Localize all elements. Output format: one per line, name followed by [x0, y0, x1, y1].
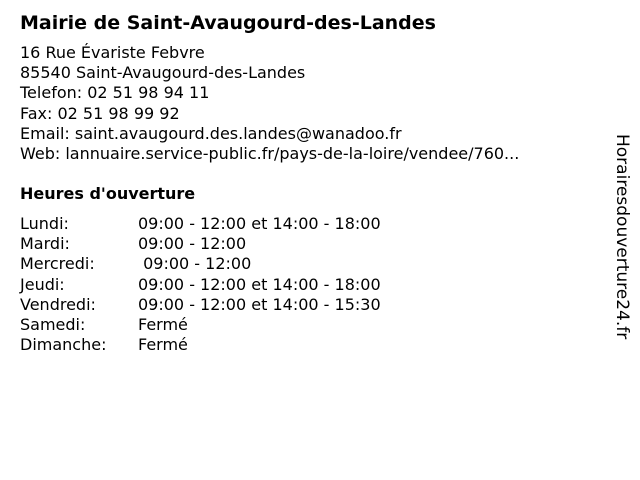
time-value: 09:00 - 12:00: [138, 234, 247, 254]
day-label: Vendredi:: [20, 294, 96, 314]
time-value: Fermé: [138, 335, 188, 355]
fax-number: Fax: 02 51 98 99 92: [20, 103, 180, 123]
opening-hours-heading: Heures d'ouverture: [20, 184, 196, 203]
page-title: Mairie de Saint-Avaugourd-des-Landes: [20, 12, 436, 34]
day-label: Jeudi:: [20, 274, 65, 294]
time-value: Fermé: [138, 314, 188, 334]
contact-info: [20, 43, 519, 164]
day-label: Dimanche:: [20, 335, 107, 355]
day-label: Lundi:: [20, 214, 69, 233]
day-label: Mercredi:: [20, 254, 95, 274]
time-value: 09:00 - 12:00 et 14:00 - 15:30: [138, 294, 381, 314]
email-address: Email: saint.avaugourd.des.landes@wanadoo.fr: [20, 123, 402, 143]
time-value: 09:00 - 12:00 et 14:00 - 18:00: [138, 214, 381, 233]
street-address: 16 Rue Évariste Febvre: [20, 43, 205, 62]
city-address: 85540 Saint-Avaugourd-des-Landes: [20, 63, 306, 83]
website-link: Web: lannuaire.service-public.fr/pays-de-la-loire/vendee/760...: [20, 144, 520, 164]
day-label: Samedi:: [20, 314, 86, 334]
day-label: Mardi:: [20, 234, 70, 254]
site-watermark: Horairesdouverture24.fr: [612, 134, 632, 340]
time-value: 09:00 - 12:00: [138, 254, 252, 274]
time-value: 09:00 - 12:00 et 14:00 - 18:00: [138, 274, 381, 294]
phone-number: Telefon: 02 51 98 94 11: [20, 83, 210, 103]
